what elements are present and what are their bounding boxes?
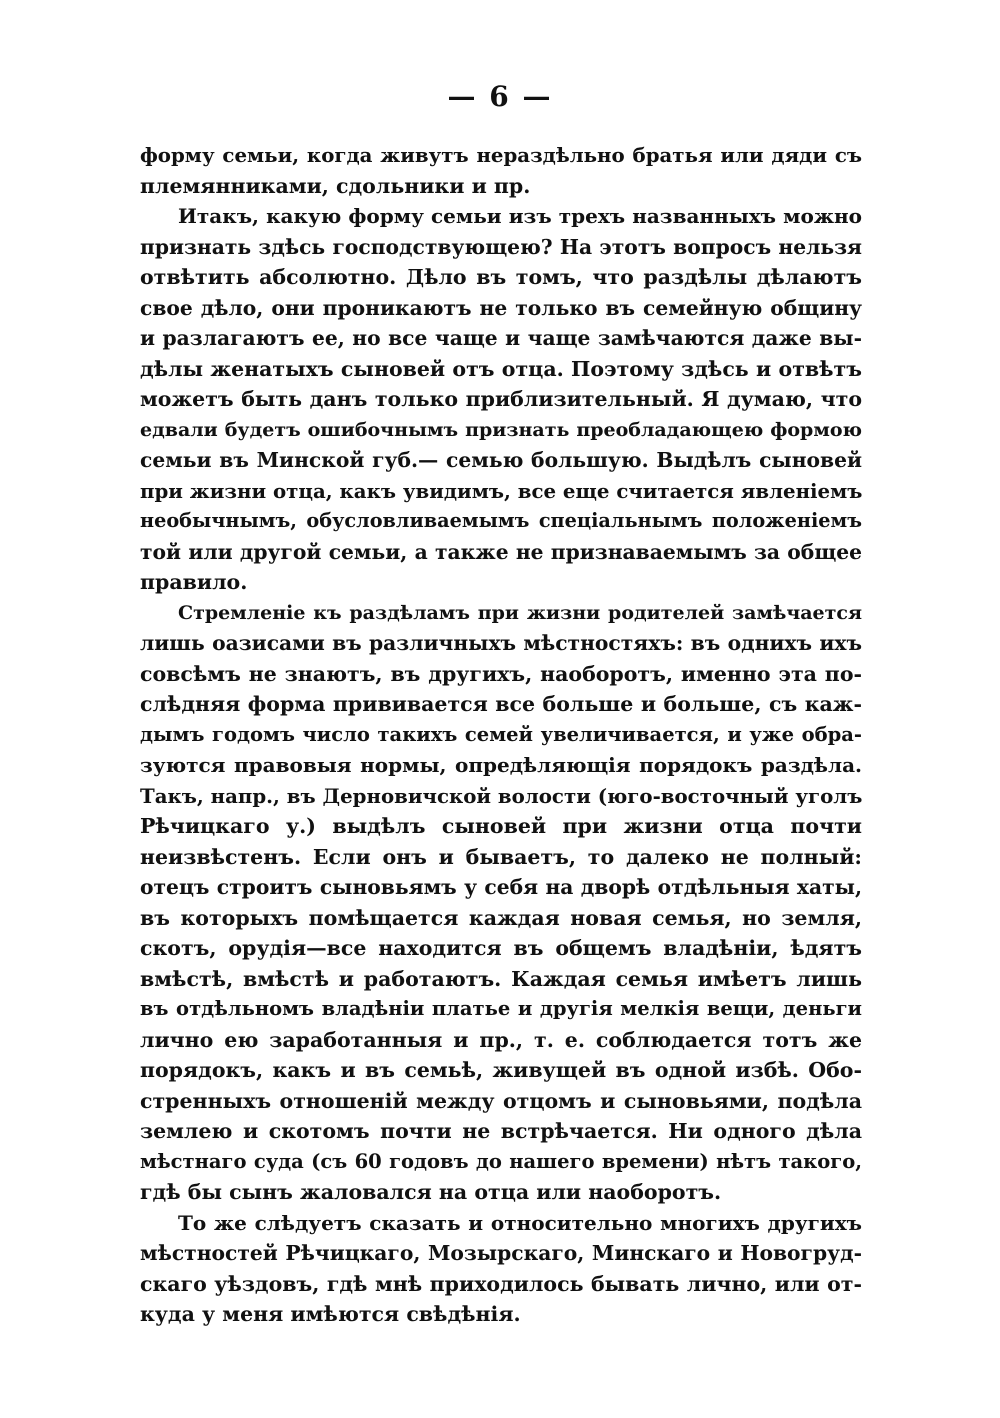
text-line: и разлагаютъ ее, но все чаще и чаще замѣчаются даже вы- [140, 326, 862, 350]
text-line: мѣстнаго суда (съ 60 годовъ до нашего времени) нѣтъ такого, [140, 1149, 862, 1173]
text-line: скотъ, орудія—все находится въ общемъ владѣніи, ѣдятъ [140, 936, 862, 960]
text-line: признать здѣсь господствующею? На этотъ вопросъ нельзя [140, 234, 862, 259]
text-line: при жизни отца, какъ увидимъ, все еще считается явленіемъ [140, 478, 862, 503]
text-line: скаго уѣздовъ, гдѣ мнѣ приходилось бывать лично, или от- [140, 1271, 862, 1296]
text-line: Итакъ, какую форму семьи изъ трехъ названныхъ можно [178, 204, 862, 228]
text-line: въ отдѣльномъ владѣніи платье и другія мелкія вещи, деньги [140, 997, 862, 1020]
text-line: мѣстностей Рѣчицкаго, Мозырскаго, Минскаго и Новогруд- [140, 1241, 862, 1265]
page-number: — 6 — [447, 80, 553, 113]
text-line: лишь оазисами въ различныхъ мѣстностяхъ: въ однихъ ихъ [140, 631, 862, 655]
text-line: едвали будетъ ошибочнымъ признать преобладающею формою [140, 418, 862, 441]
text-line: въ которыхъ помѣщается каждая новая семья, но земля, [140, 905, 862, 930]
text-line: вмѣстѣ, вмѣстѣ и работаютъ. Каждая семья имѣетъ лишь [140, 966, 862, 991]
text-line: свое дѣло, они проникаютъ не только въ семейную общину [140, 295, 862, 320]
text-line: можетъ быть данъ только приблизительный. Я думаю, что [140, 387, 862, 411]
text-line: отвѣтить абсолютно. Дѣло въ томъ, что раздѣлы дѣлаютъ [140, 265, 862, 289]
text-line: совсѣмъ не знаютъ, въ другихъ, наоборотъ, именно эта по- [140, 661, 862, 686]
text-line: куда у меня имѣются свѣдѣнія. [140, 1302, 521, 1326]
text-line: дымъ годомъ число такихъ семей увеличивается, и уже обра- [140, 722, 862, 746]
text-line: То же слѣдуетъ сказать и относительно многихъ другихъ [178, 1210, 862, 1235]
text-line: Рѣчицкаго у.) выдѣлъ сыновей при жизни отца почти [140, 814, 862, 838]
text-line: той или другой семьи, а также не признаваемымъ за общее [140, 539, 862, 564]
text-line: землею и скотомъ почти не встрѣчается. Ни одного дѣла [140, 1119, 862, 1143]
text-line: дѣлы женатыхъ сыновей отъ отца. Поэтому здѣсь и отвѣтъ [140, 356, 862, 381]
text-line: стренныхъ отношеній между отцомъ и сыновьями, подѣла [140, 1088, 862, 1113]
text-line: необычнымъ, обусловливаемымъ спеціальнымъ положеніемъ [140, 509, 862, 532]
text-line: неизвѣстенъ. Если онъ и бываетъ, то далеко не полный: [140, 844, 862, 869]
text-line: форму семьи, когда живутъ нераздѣльно братья или дяди съ [140, 143, 862, 167]
text-line: слѣдняя форма прививается все больше и больше, съ каж- [140, 692, 862, 716]
text-line: отецъ строитъ сыновьямъ у себя на дворѣ отдѣльныя хаты, [140, 875, 862, 899]
text-line: гдѣ бы сынъ жаловался на отца или наоборотъ. [140, 1180, 722, 1204]
body-text [140, 140, 862, 1330]
text-line: зуются правовыя нормы, опредѣляющія порядокъ раздѣла. [140, 753, 862, 777]
text-line: правило. [140, 570, 248, 594]
text-line: Стремленіе къ раздѣламъ при жизни родителей замѣчается [178, 601, 862, 624]
text-line: племянниками, сдольники и пр. [140, 173, 531, 198]
text-line: Такъ, напр., въ Дерновичской волости (юго-восточный уголъ [140, 783, 862, 808]
text-line: семьи въ Минской губ.— семью большую. Выдѣлъ сыновей [140, 448, 862, 472]
text-line: лично ею заработанныя и пр., т. е. соблюдается тотъ же [140, 1027, 862, 1052]
text-line: порядокъ, какъ и въ семьѣ, живущей въ одной избѣ. Обо- [140, 1058, 862, 1082]
